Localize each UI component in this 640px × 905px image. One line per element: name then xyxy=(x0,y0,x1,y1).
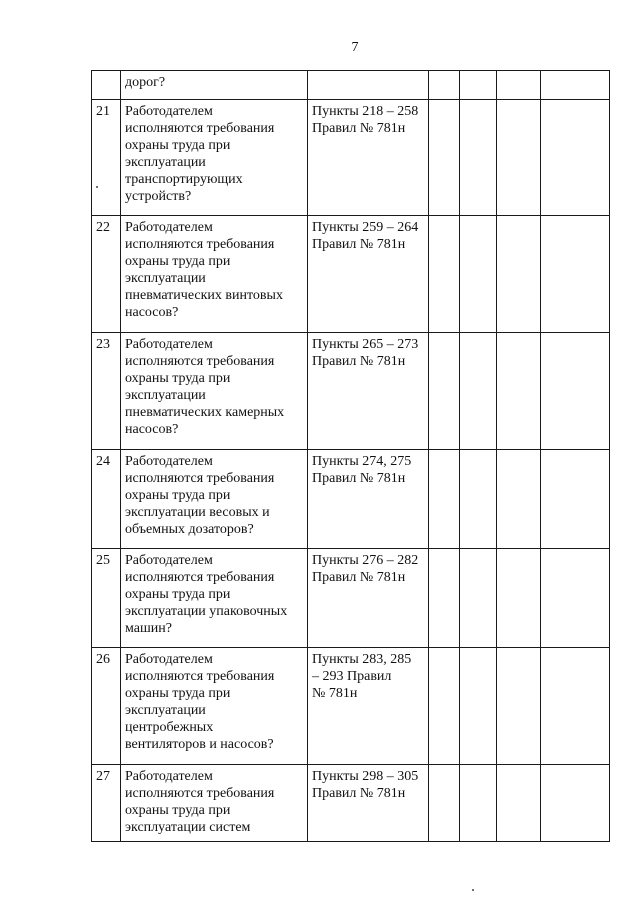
answer-cell-na xyxy=(497,549,541,648)
answer-cell-na xyxy=(497,216,541,333)
legal-reference: Пункты 283, 285 – 293 Правил № 781н xyxy=(308,648,429,765)
scan-speck xyxy=(96,186,98,188)
row-number: 23 xyxy=(92,333,121,450)
legal-reference: Пункты 218 – 258 Правил № 781н xyxy=(308,100,429,216)
requirement-text: Работодателем исполняются требования охраны труда при эксплуатации пневматических винтовых насосов? xyxy=(121,216,308,333)
answer-cell-yes xyxy=(429,333,460,450)
requirement-text: Работодателем исполняются требования охраны труда при эксплуатации транспортирующих устройств? xyxy=(121,100,308,216)
row-number: 24 xyxy=(92,450,121,549)
table-row xyxy=(92,333,610,450)
notes-cell xyxy=(541,333,610,450)
answer-cell-no xyxy=(460,333,497,450)
answer-cell-yes xyxy=(429,71,460,100)
checklist-table xyxy=(91,70,610,842)
requirement-text: Работодателем исполняются требования охраны труда при эксплуатации центробежных вентиляторов и насосов? xyxy=(121,648,308,765)
requirement-text: Работодателем исполняются требования охраны труда при эксплуатации систем xyxy=(121,765,308,842)
legal-reference: Пункты 276 – 282 Правил № 781н xyxy=(308,549,429,648)
answer-cell-yes xyxy=(429,549,460,648)
answer-cell-yes xyxy=(429,765,460,842)
notes-cell xyxy=(541,765,610,842)
notes-cell xyxy=(541,71,610,100)
notes-cell xyxy=(541,450,610,549)
answer-cell-no xyxy=(460,648,497,765)
answer-cell-na xyxy=(497,71,541,100)
table-row xyxy=(92,648,610,765)
notes-cell xyxy=(541,216,610,333)
row-number: 22 xyxy=(92,216,121,333)
requirement-text: дорог? xyxy=(121,71,308,100)
table-row xyxy=(92,765,610,842)
legal-reference: Пункты 265 – 273 Правил № 781н xyxy=(308,333,429,450)
answer-cell-no xyxy=(460,450,497,549)
legal-reference: Пункты 298 – 305 Правил № 781н xyxy=(308,765,429,842)
table-row xyxy=(92,100,610,216)
answer-cell-na xyxy=(497,450,541,549)
table-row xyxy=(92,71,610,100)
legal-reference xyxy=(308,71,429,100)
answer-cell-no xyxy=(460,71,497,100)
row-number: 21 xyxy=(92,100,121,216)
table-row xyxy=(92,549,610,648)
answer-cell-na xyxy=(497,100,541,216)
answer-cell-yes xyxy=(429,648,460,765)
answer-cell-na xyxy=(497,648,541,765)
table-row xyxy=(92,216,610,333)
table-row xyxy=(92,450,610,549)
answer-cell-no xyxy=(460,216,497,333)
answer-cell-yes xyxy=(429,450,460,549)
notes-cell xyxy=(541,549,610,648)
row-number xyxy=(92,71,121,100)
answer-cell-no xyxy=(460,765,497,842)
row-number: 25 xyxy=(92,549,121,648)
answer-cell-na xyxy=(497,333,541,450)
requirement-text: Работодателем исполняются требования охраны труда при эксплуатации упаковочных машин? xyxy=(121,549,308,648)
answer-cell-yes xyxy=(429,100,460,216)
answer-cell-no xyxy=(460,549,497,648)
legal-reference: Пункты 259 – 264 Правил № 781н xyxy=(308,216,429,333)
page-number: 7 xyxy=(351,40,359,55)
requirement-text: Работодателем исполняются требования охраны труда при эксплуатации пневматических камерных насосов? xyxy=(121,333,308,450)
row-number: 26 xyxy=(92,648,121,765)
notes-cell xyxy=(541,648,610,765)
requirement-text: Работодателем исполняются требования охраны труда при эксплуатации весовых и объемных дозаторов? xyxy=(121,450,308,549)
scan-speck xyxy=(472,889,474,891)
answer-cell-no xyxy=(460,100,497,216)
answer-cell-yes xyxy=(429,216,460,333)
notes-cell xyxy=(541,100,610,216)
legal-reference: Пункты 274, 275 Правил № 781н xyxy=(308,450,429,549)
row-number: 27 xyxy=(92,765,121,842)
answer-cell-na xyxy=(497,765,541,842)
